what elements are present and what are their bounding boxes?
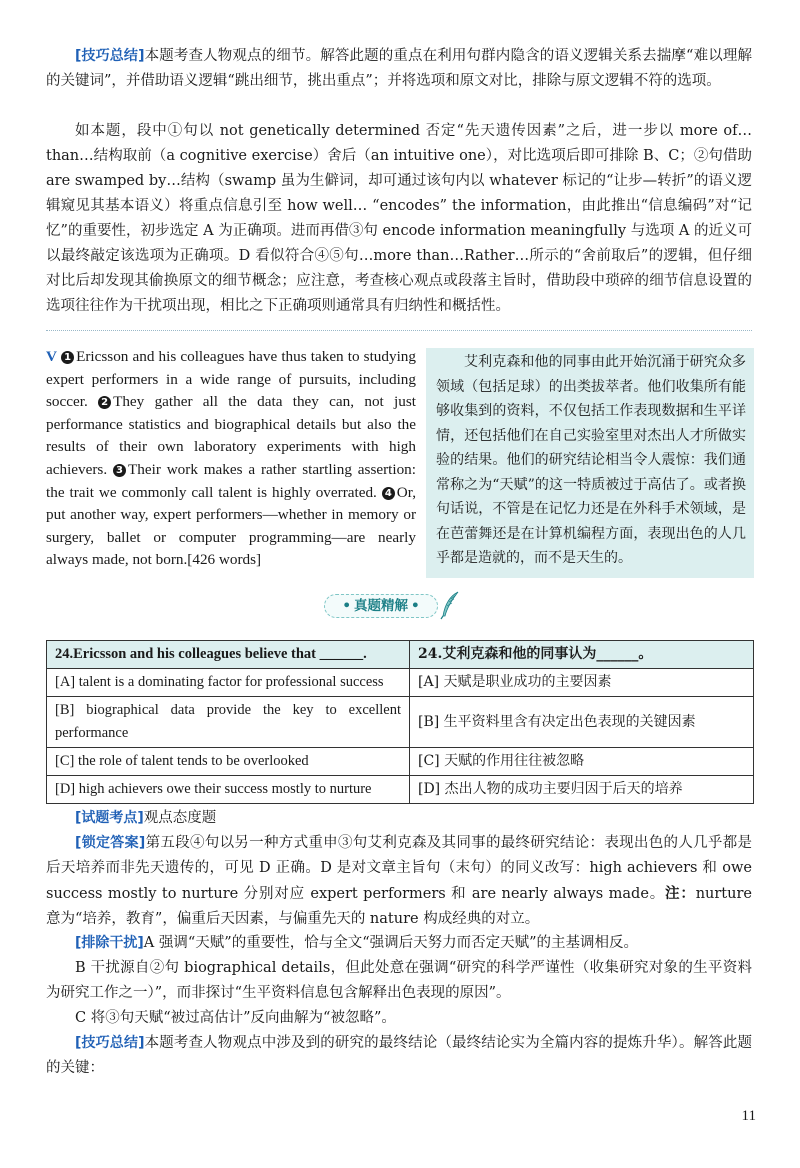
section-divider xyxy=(46,330,752,331)
option-d-english: [D] high achievers owe their success mostly to nurture xyxy=(47,776,410,804)
question-stem-chinese: 24.艾利克森和他的同事认为______。 xyxy=(410,641,754,669)
tip-summary-2-text: 本题考查人物观点中涉及到的研究的最终结论（最终结论实为全篇内容的提炼升华）。解答此题的关键： xyxy=(46,1035,752,1076)
tip-summary-tag: [技巧总结] xyxy=(75,48,145,64)
example-analysis-paragraph: 如本题，段中①句以 not genetically determined 否定“先天遗传因素”之后，进一步以 more of…than…结构取前（a cognitive exercise）舍后（an intuitive one），对比选项后即可排除 B、C；②句借助 are swamped by…结构（swamp 虽为生僻词，却可通过该句内以 whatever 标记的“让步—转折”的语义逻辑窥见其基本语义）将重点信息引至 how well… “encodes” the information，由此推出“信息编码”对“记忆”的重要性，初步选定 A 为正确项。进而再借③句 encode information meaningfully 与选项 A 的近义可以最终敲定该选项为正确项。D 看似符合④⑤句…more than…Rather…所示的“舍前取后”的逻辑，但仔细对比后却发现其偷换原文的细节概念；应注意，考查核心观点或段落主旨时，借助段中琐碎的细节信息设置的选项往往作为干扰项出现，相比之下正确项则通常具有归纳性和概括性。 xyxy=(46,123,752,314)
option-c-analysis: C 将③句天赋“被过高估计”反向曲解为“被忽略”。 xyxy=(75,1010,396,1026)
option-row-c xyxy=(47,748,754,776)
option-d-chinese: [D] 杰出人物的成功主要归因于后天的培养 xyxy=(410,776,754,804)
passage-sentence-1: Ericsson and his colleagues have thus taken to studying expert performers in a wide range of pursuits, including soccer. xyxy=(46,348,416,411)
exclude-tag: [排除干扰] xyxy=(75,935,144,951)
note-label: 注： xyxy=(665,885,696,902)
option-row-d xyxy=(47,776,754,804)
sentence-number-3: 3 xyxy=(113,464,126,477)
option-c-english: [C] the role of talent tends to be overlooked xyxy=(47,748,410,776)
passage-sentence-3: Their work makes a rather startling assertion: the trait we commonly call talent is highly overrated. xyxy=(46,460,417,501)
banner-pill xyxy=(324,594,438,618)
question-table xyxy=(46,640,754,804)
option-row-a xyxy=(47,669,754,697)
word-count: [426 words] xyxy=(187,551,262,569)
option-b-analysis: B 干扰源自②句 biographical details，但此处意在强调“研究的科学严谨性（收集研究对象的生平资料为研究工作之一）”，而非探讨“生平资料信息包含解释出色表现的原因”。 xyxy=(46,960,752,1001)
page-number: 11 xyxy=(741,1108,756,1124)
section-banner xyxy=(318,590,462,620)
paragraph-roman-numeral: V xyxy=(46,348,57,365)
quill-pen-icon xyxy=(438,590,462,620)
tip-summary-2-paragraph xyxy=(46,1031,752,1081)
question-stem-row xyxy=(47,641,754,669)
tip-summary-paragraph xyxy=(46,44,752,94)
sentence-number-4: 4 xyxy=(382,487,395,500)
test-point-paragraph xyxy=(46,806,752,831)
passage-sentence-2: They gather all the data they can, not just performance statistics and biographical details but also the results of their own laboratory experiments with high achievers. xyxy=(46,393,417,478)
option-b-english: [B] biographical data provide the key to excellent performance xyxy=(47,697,410,748)
option-row-b xyxy=(47,697,754,748)
exclude-text: A 强调“天赋”的重要性，恰与全文“强调后天努力而否定天赋”的主基调相反。 xyxy=(143,935,639,951)
passage-english xyxy=(46,346,416,572)
passage-sentence-4: Or, put another way, expert performers—whether in memory or surgery, ballet or computer programming—are nearly always made, not born. xyxy=(46,483,417,569)
option-a-english: [A] talent is a dominating factor for professional success xyxy=(47,669,410,697)
exclude-paragraph xyxy=(46,931,752,956)
banner-dot-left: • xyxy=(342,598,351,614)
answer-paragraph xyxy=(46,831,752,932)
test-point-text: 观点态度题 xyxy=(143,810,217,826)
test-point-tag: [试题考点] xyxy=(75,810,144,826)
option-c-chinese: [C] 天赋的作用往往被忽略 xyxy=(410,748,754,776)
option-b-chinese: [B] 生平资料里含有决定出色表现的关键因素 xyxy=(410,697,754,748)
tip-summary-text: 本题考查人物观点的细节。解答此题的重点在利用句群内隐含的语义逻辑关系去揣摩“难以理解的关键词”，并借助语义逻辑“跳出细节，挑出重点”；并将选项和原文对比，排除与原文逻辑不符的选项。 xyxy=(46,48,752,89)
banner-dot-right: • xyxy=(411,598,420,614)
note-text: nurture 意为“培养，教育”，偏重后天因素，与偏重先天的 nature 构成经典的对立。 xyxy=(46,886,752,927)
answer-text: 第五段④句以另一种方式重申③句艾利克森及其同事的最终研究结论：表现出色的人几乎都是后天培养而非先天遗传的，可见 D 正确。D 是对文章主旨句（末句）的同义改写：high achievers 和 owe success mostly to nurture 分别对应 expert performers 和 are nearly always made。 xyxy=(46,835,753,902)
option-a-chinese: [A] 天赋是职业成功的主要因素 xyxy=(410,669,754,697)
banner-label: 真题精解 xyxy=(354,598,408,614)
answer-tag: [锁定答案] xyxy=(75,835,146,851)
sentence-number-1: 1 xyxy=(61,351,74,364)
question-stem-english: 24.Ericsson and his colleagues believe that ______. xyxy=(47,641,410,669)
tip-summary-2-tag: [技巧总结] xyxy=(75,1035,145,1051)
sentence-number-2: 2 xyxy=(98,396,111,409)
passage-translation: 艾利克森和他的同事由此开始沉涌于研究众多领域（包括足球）的出类拔萃者。他们收集所有能够收集到的资料，不仅包括工作表现数据和生平详情，还包括他们在自己实验室里对杰出人才所做实验的结果。他们的研究结论相当令人震惊：我们通常称之为“天赋”的这一特质被过于高估了。或者换句话说，不管是在记忆力还是在外科手术领域，是在芭蕾舞还是在计算机编程方面，表现出色的人几乎都是造就的，而不是天生的。 xyxy=(426,348,754,578)
